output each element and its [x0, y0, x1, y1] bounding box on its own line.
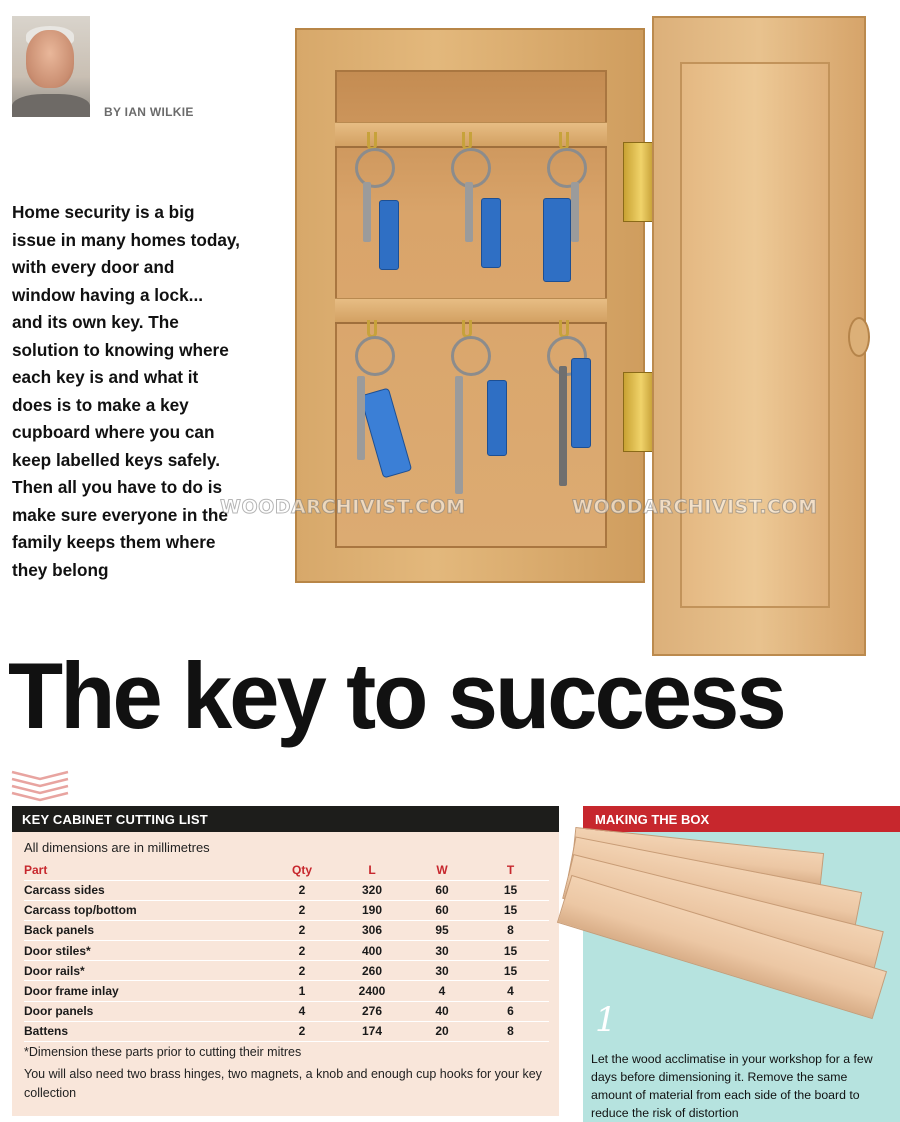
part-cell: Carcass sides [24, 880, 272, 900]
column-header: Qty [272, 860, 332, 880]
intro-line: does is to make a key [12, 394, 189, 415]
column-header: Part [24, 860, 272, 880]
watermark: WOODARCHIVIST.COM [572, 496, 818, 518]
intro-line: window having a lock... [12, 284, 204, 305]
part-cell: Carcass top/bottom [24, 900, 272, 920]
key-ring [355, 336, 395, 376]
qty-cell: 2 [272, 961, 332, 981]
intro-line: they belong [12, 559, 109, 580]
intro-line: and its own key. The [12, 312, 179, 332]
key-ring [451, 336, 491, 376]
qty-cell: 2 [272, 900, 332, 920]
thickness-cell: 15 [472, 941, 549, 961]
intro-line: issue in many homes today, [12, 229, 240, 250]
making-the-box-panel [583, 806, 900, 1122]
part-cell: Door frame inlay [24, 981, 272, 1001]
thickness-cell: 8 [472, 1021, 549, 1041]
intro-paragraph [12, 199, 280, 584]
table-row [24, 981, 549, 1001]
door-panel [680, 62, 830, 608]
making-the-box-title: MAKING THE BOX [583, 806, 900, 832]
cutting-list-extras: You will also need two brass hinges, two magnets, a knob and enough cup hooks for your key collection [24, 1067, 542, 1100]
table-row [24, 1001, 549, 1021]
column-header: W [412, 860, 472, 880]
width-cell: 20 [412, 1021, 472, 1041]
width-cell: 60 [412, 900, 472, 920]
key-cabinet-photo [220, 10, 890, 660]
key-tag [481, 198, 501, 268]
part-cell: Door panels [24, 1001, 272, 1021]
column-header: T [472, 860, 549, 880]
qty-cell: 2 [272, 880, 332, 900]
key-tag-garage [543, 198, 571, 282]
qty-cell: 4 [272, 1001, 332, 1021]
table-row [24, 880, 549, 900]
thickness-cell: 15 [472, 961, 549, 981]
part-cell: Door stiles* [24, 941, 272, 961]
author-photo [12, 16, 90, 117]
table-row [24, 961, 549, 981]
key [357, 376, 365, 460]
cabinet-door [652, 16, 866, 656]
intro-line: cupboard where you can [12, 422, 215, 442]
key-ring [355, 148, 395, 188]
qty-cell: 2 [272, 1021, 332, 1041]
table-row [24, 941, 549, 961]
step-number: 1 [595, 1000, 617, 1040]
key-ring [547, 148, 587, 188]
width-cell: 4 [412, 981, 472, 1001]
chevron-stripes-icon [10, 770, 70, 802]
width-cell: 30 [412, 941, 472, 961]
length-cell: 2400 [332, 981, 412, 1001]
intro-line: make sure everyone in the [12, 504, 228, 525]
length-cell: 174 [332, 1021, 412, 1041]
cutting-list-panel [12, 806, 559, 1116]
width-cell: 30 [412, 961, 472, 981]
headline: The key to success [8, 643, 784, 748]
intro-line: keep labelled keys safely. [12, 449, 220, 470]
length-cell: 190 [332, 900, 412, 920]
table-row [24, 1021, 549, 1041]
step-instructions: Let the wood acclimatise in your workshop for a few days before dimensioning it. Remove the same amount of material from each side of the board to reduce the risk of distortion [591, 1052, 873, 1120]
width-cell: 95 [412, 920, 472, 940]
cutting-list-title: KEY CABINET CUTTING LIST [12, 806, 559, 832]
qty-cell: 1 [272, 981, 332, 1001]
intro-line: each key is and what it [12, 367, 199, 387]
intro-line: solution to knowing where [12, 339, 229, 360]
length-cell: 260 [332, 961, 412, 981]
table-row [24, 920, 549, 940]
byline: BY IAN WILKIE [104, 105, 194, 119]
door-knob [848, 317, 870, 357]
thickness-cell: 15 [472, 900, 549, 920]
watermark: WOODARCHIVIST.COM [220, 496, 466, 518]
part-cell: Battens [24, 1021, 272, 1041]
part-cell: Door rails* [24, 961, 272, 981]
length-cell: 276 [332, 1001, 412, 1021]
key [571, 182, 579, 242]
key-tag [379, 200, 399, 270]
key [455, 376, 463, 494]
thickness-cell: 4 [472, 981, 549, 1001]
key-tag [571, 358, 591, 448]
width-cell: 60 [412, 880, 472, 900]
thickness-cell: 8 [472, 920, 549, 940]
cutting-list-footnote: *Dimension these parts prior to cutting their mitres [24, 1045, 302, 1059]
intro-line: Home security is a big [12, 202, 195, 222]
length-cell: 320 [332, 880, 412, 900]
length-cell: 306 [332, 920, 412, 940]
thickness-cell: 6 [472, 1001, 549, 1021]
intro-line: family keeps them where [12, 532, 216, 552]
column-header: L [332, 860, 412, 880]
thickness-cell: 15 [472, 880, 549, 900]
cutting-list-note: All dimensions are in millimetres [24, 840, 210, 855]
length-cell: 400 [332, 941, 412, 961]
table-header-row [24, 860, 549, 880]
intro-line: Then all you have to do is [12, 477, 223, 497]
cutting-list-table [24, 860, 549, 1042]
qty-cell: 2 [272, 941, 332, 961]
part-cell: Back panels [24, 920, 272, 940]
width-cell: 40 [412, 1001, 472, 1021]
table-row [24, 900, 549, 920]
intro-line: with every door and [12, 257, 175, 277]
old-key [559, 366, 567, 486]
key [363, 182, 371, 242]
key-tag [487, 380, 507, 456]
qty-cell: 2 [272, 920, 332, 940]
key [465, 182, 473, 242]
